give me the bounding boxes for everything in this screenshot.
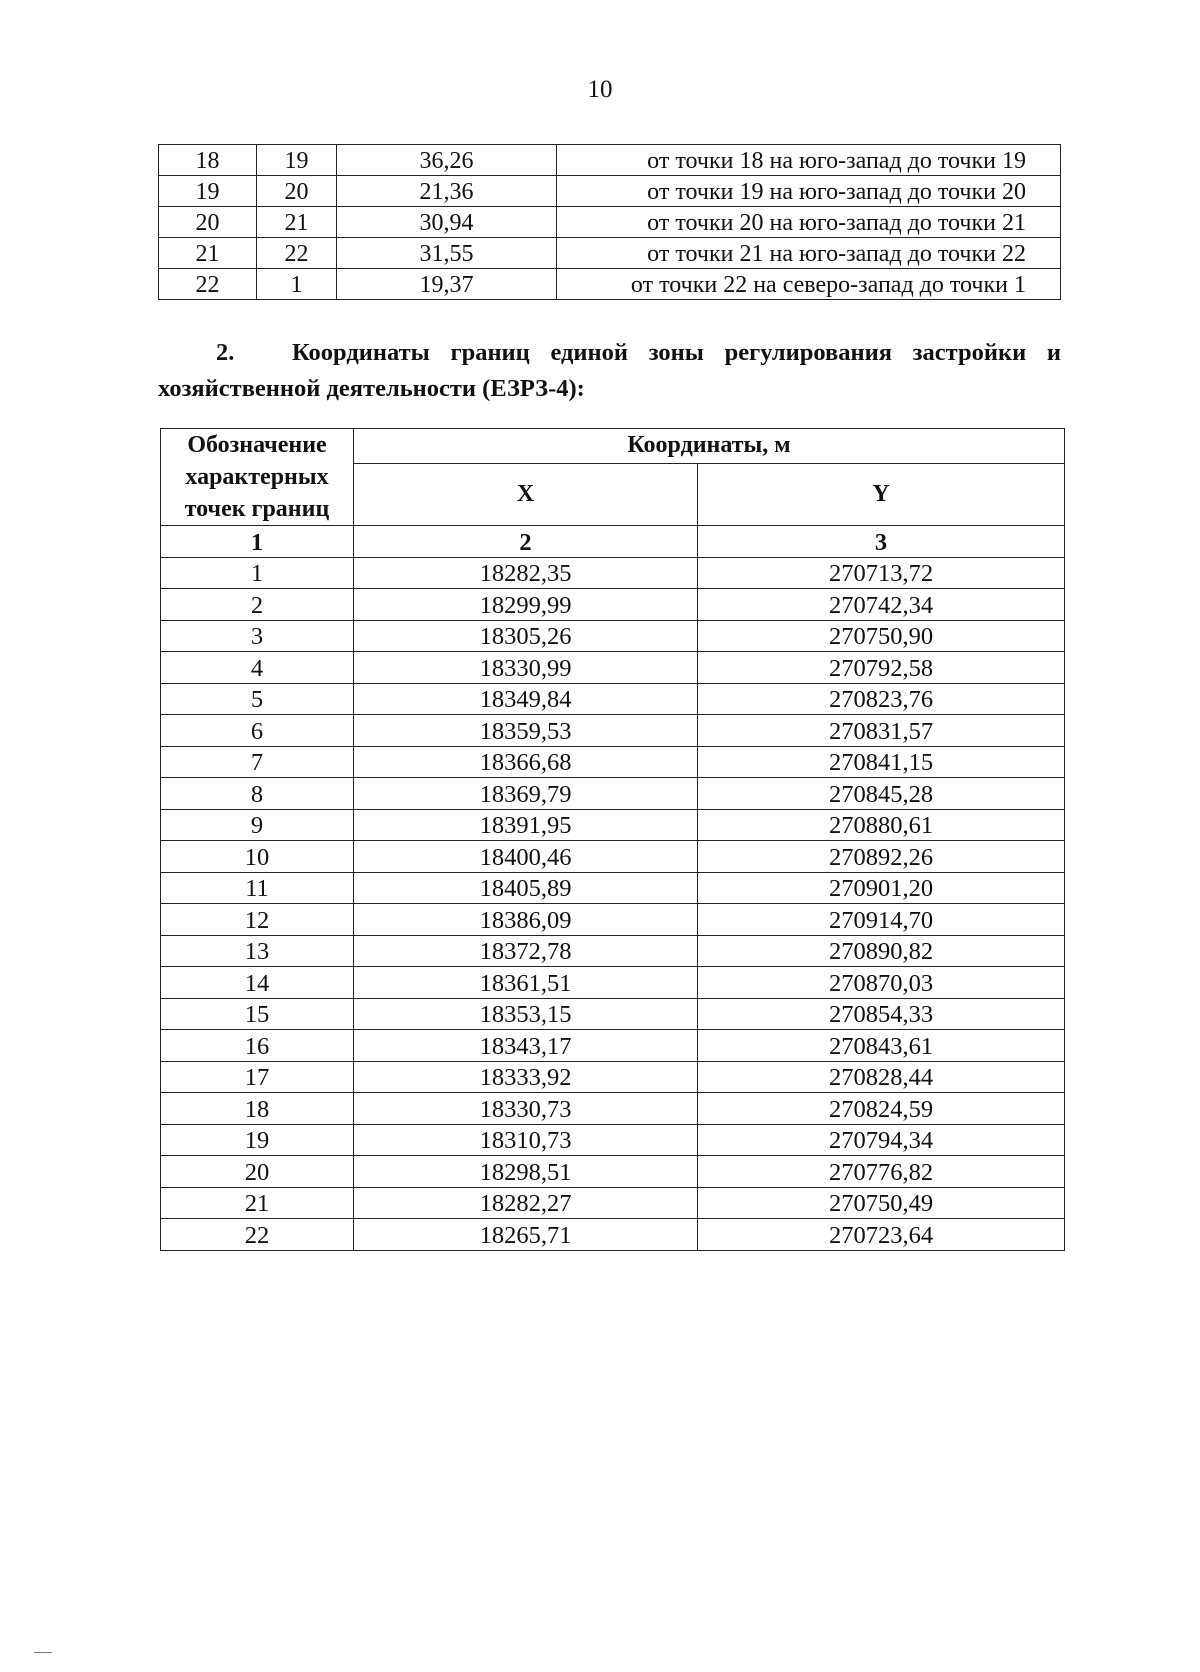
point-number: 1 bbox=[161, 557, 354, 589]
segment-row bbox=[159, 145, 1061, 176]
x-coordinate: 18391,95 bbox=[354, 809, 698, 841]
segment-to-point: 19 bbox=[257, 145, 337, 176]
y-coordinate: 270880,61 bbox=[698, 809, 1065, 841]
x-coordinate: 18372,78 bbox=[354, 935, 698, 967]
coordinate-row bbox=[161, 620, 1065, 652]
column-number: 2 bbox=[354, 526, 698, 558]
coordinate-row bbox=[161, 557, 1065, 589]
coordinate-row bbox=[161, 652, 1065, 684]
y-coordinate: 270901,20 bbox=[698, 872, 1065, 904]
x-coordinate: 18330,73 bbox=[354, 1093, 698, 1125]
y-coordinate: 270870,03 bbox=[698, 967, 1065, 999]
coordinate-row bbox=[161, 589, 1065, 621]
segment-from-point: 20 bbox=[159, 207, 257, 238]
x-coordinate: 18305,26 bbox=[354, 620, 698, 652]
segment-length: 19,37 bbox=[337, 269, 557, 300]
x-coordinate: 18330,99 bbox=[354, 652, 698, 684]
point-number: 19 bbox=[161, 1124, 354, 1156]
segment-length: 30,94 bbox=[337, 207, 557, 238]
segment-to-point: 1 bbox=[257, 269, 337, 300]
segment-length: 31,55 bbox=[337, 238, 557, 269]
point-label-header: Обозначение характерных точек границ bbox=[161, 429, 354, 526]
y-coordinate: 270750,49 bbox=[698, 1187, 1065, 1219]
segment-row bbox=[159, 207, 1061, 238]
y-coordinate: 270828,44 bbox=[698, 1061, 1065, 1093]
coordinate-row bbox=[161, 904, 1065, 936]
coordinate-row bbox=[161, 998, 1065, 1030]
y-coordinate: 270823,76 bbox=[698, 683, 1065, 715]
segment-row bbox=[159, 176, 1061, 207]
x-coordinate: 18298,51 bbox=[354, 1156, 698, 1188]
y-coordinate: 270890,82 bbox=[698, 935, 1065, 967]
x-coordinate: 18366,68 bbox=[354, 746, 698, 778]
x-header: X bbox=[354, 463, 698, 525]
point-number: 7 bbox=[161, 746, 354, 778]
segment-description: от точки 18 на юго-запад до точки 19 bbox=[557, 145, 1061, 176]
section-number: 2. bbox=[216, 339, 235, 366]
point-number: 16 bbox=[161, 1030, 354, 1062]
coordinate-row bbox=[161, 872, 1065, 904]
segment-from-point: 21 bbox=[159, 238, 257, 269]
coordinate-row bbox=[161, 1061, 1065, 1093]
point-number: 4 bbox=[161, 652, 354, 684]
coordinate-row bbox=[161, 1093, 1065, 1125]
column-number: 3 bbox=[698, 526, 1065, 558]
y-coordinate: 270892,26 bbox=[698, 841, 1065, 873]
coordinate-row bbox=[161, 967, 1065, 999]
y-header: Y bbox=[698, 463, 1065, 525]
coordinate-row bbox=[161, 778, 1065, 810]
point-number: 11 bbox=[161, 872, 354, 904]
page-number: 10 bbox=[587, 76, 613, 103]
coordinates-table bbox=[160, 428, 1065, 1251]
point-number: 9 bbox=[161, 809, 354, 841]
x-coordinate: 18265,71 bbox=[354, 1219, 698, 1251]
point-number: 13 bbox=[161, 935, 354, 967]
coordinate-row bbox=[161, 841, 1065, 873]
point-number: 8 bbox=[161, 778, 354, 810]
point-number: 3 bbox=[161, 620, 354, 652]
x-coordinate: 18282,27 bbox=[354, 1187, 698, 1219]
segment-description: от точки 22 на северо-запад до точки 1 bbox=[557, 269, 1061, 300]
x-coordinate: 18400,46 bbox=[354, 841, 698, 873]
point-number: 5 bbox=[161, 683, 354, 715]
segment-from-point: 18 bbox=[159, 145, 257, 176]
column-number: 1 bbox=[161, 526, 354, 558]
y-coordinate: 270723,64 bbox=[698, 1219, 1065, 1251]
coordinate-row bbox=[161, 1124, 1065, 1156]
point-number: 2 bbox=[161, 589, 354, 621]
column-number-row bbox=[161, 526, 1065, 558]
y-coordinate: 270742,34 bbox=[698, 589, 1065, 621]
section-title: Координаты границ единой зоны регулирования застройки и хозяйственной деятельности (ЕЗРЗ-4): bbox=[158, 339, 1061, 402]
x-coordinate: 18343,17 bbox=[354, 1030, 698, 1062]
y-coordinate: 270843,61 bbox=[698, 1030, 1065, 1062]
y-coordinate: 270831,57 bbox=[698, 715, 1065, 747]
x-coordinate: 18359,53 bbox=[354, 715, 698, 747]
x-coordinate: 18349,84 bbox=[354, 683, 698, 715]
coordinate-row bbox=[161, 1219, 1065, 1251]
segment-to-point: 22 bbox=[257, 238, 337, 269]
x-coordinate: 18282,35 bbox=[354, 557, 698, 589]
segment-row bbox=[159, 238, 1061, 269]
segment-description: от точки 19 на юго-запад до точки 20 bbox=[557, 176, 1061, 207]
point-number: 22 bbox=[161, 1219, 354, 1251]
segment-length: 36,26 bbox=[337, 145, 557, 176]
segment-to-point: 20 bbox=[257, 176, 337, 207]
point-number: 10 bbox=[161, 841, 354, 873]
coordinate-row bbox=[161, 809, 1065, 841]
boundary-segments-table bbox=[158, 144, 1061, 300]
y-coordinate: 270841,15 bbox=[698, 746, 1065, 778]
segment-description: от точки 21 на юго-запад до точки 22 bbox=[557, 238, 1061, 269]
segment-from-point: 19 bbox=[159, 176, 257, 207]
point-number: 6 bbox=[161, 715, 354, 747]
point-number: 21 bbox=[161, 1187, 354, 1219]
segment-length: 21,36 bbox=[337, 176, 557, 207]
y-coordinate: 270776,82 bbox=[698, 1156, 1065, 1188]
coordinate-row bbox=[161, 1030, 1065, 1062]
x-coordinate: 18361,51 bbox=[354, 967, 698, 999]
y-coordinate: 270792,58 bbox=[698, 652, 1065, 684]
x-coordinate: 18386,09 bbox=[354, 904, 698, 936]
x-coordinate: 18333,92 bbox=[354, 1061, 698, 1093]
section-heading bbox=[158, 335, 1061, 407]
coordinate-row bbox=[161, 935, 1065, 967]
coordinate-row bbox=[161, 715, 1065, 747]
segment-to-point: 21 bbox=[257, 207, 337, 238]
coordinate-row bbox=[161, 1156, 1065, 1188]
margin-mark bbox=[34, 1652, 52, 1653]
point-number: 12 bbox=[161, 904, 354, 936]
point-number: 14 bbox=[161, 967, 354, 999]
x-coordinate: 18369,79 bbox=[354, 778, 698, 810]
point-number: 15 bbox=[161, 998, 354, 1030]
segment-description: от точки 20 на юго-запад до точки 21 bbox=[557, 207, 1061, 238]
coordinates-header: Координаты, м bbox=[354, 429, 1065, 464]
point-number: 20 bbox=[161, 1156, 354, 1188]
x-coordinate: 18310,73 bbox=[354, 1124, 698, 1156]
coordinate-row bbox=[161, 746, 1065, 778]
x-coordinate: 18299,99 bbox=[354, 589, 698, 621]
coordinate-row bbox=[161, 683, 1065, 715]
y-coordinate: 270824,59 bbox=[698, 1093, 1065, 1125]
y-coordinate: 270750,90 bbox=[698, 620, 1065, 652]
y-coordinate: 270854,33 bbox=[698, 998, 1065, 1030]
segment-row bbox=[159, 269, 1061, 300]
y-coordinate: 270845,28 bbox=[698, 778, 1065, 810]
y-coordinate: 270794,34 bbox=[698, 1124, 1065, 1156]
coordinate-row bbox=[161, 1187, 1065, 1219]
segment-from-point: 22 bbox=[159, 269, 257, 300]
point-number: 17 bbox=[161, 1061, 354, 1093]
point-number: 18 bbox=[161, 1093, 354, 1125]
x-coordinate: 18353,15 bbox=[354, 998, 698, 1030]
y-coordinate: 270713,72 bbox=[698, 557, 1065, 589]
y-coordinate: 270914,70 bbox=[698, 904, 1065, 936]
x-coordinate: 18405,89 bbox=[354, 872, 698, 904]
